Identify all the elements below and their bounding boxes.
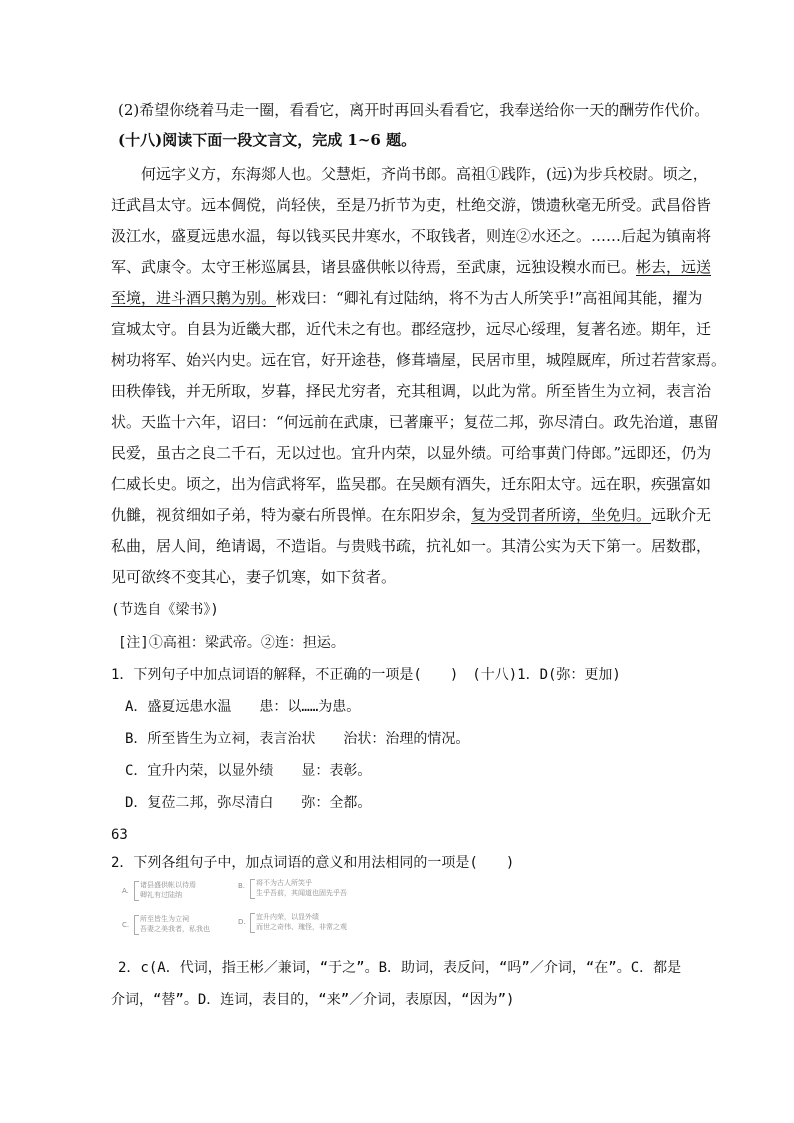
option-b: B．所至皆生为立祠，表言治状 治状：治理的情况。 [125, 731, 470, 747]
brace [134, 881, 139, 901]
text-line: 私曲，居人间，绝请谒，不造诣。与贵贱书疏，抗礼如一。其清公实为天下第一。居数郡， [111, 537, 712, 555]
text-segment: 军、武康令。太守王彬巡属县，诸县盛供帐以待焉，至武康，远独设糗水而已。 [111, 258, 637, 276]
text-line: 迁武昌太守。远本倜傥，尚轻侠，至是乃折节为吏，杜绝交游，馈遗秋毫无所受。武昌俗皆 [111, 196, 712, 214]
text-line [111, 288, 703, 308]
text-line: 田秩俸钱，并无所取，岁暮，择民尤穷者，充其租调，以此为常。所至皆生为立祠，表言治 [111, 382, 712, 400]
options-image [118, 878, 418, 940]
text-line: 民爱，虽古之良二千石，无以过也。宜升内荣，以显外绩。可给事黄门侍郎。”远即还，仍为 [111, 444, 712, 462]
option-sentence: 生乎吾前，其闻道也固先乎吾 [256, 889, 347, 897]
option-letter: A. [122, 887, 129, 895]
text-line: 见可欲终不变其心，妻子饥寒，如下贫者。 [111, 568, 397, 586]
footnote: [注]①高祖：梁武帝。②连：担运。 [118, 635, 345, 651]
option-d: D．复莅二邦，弥尽清白 弥：全都。 [125, 795, 372, 811]
page-number: 63 [111, 827, 128, 843]
option-letter: D. [238, 918, 246, 926]
text-line: 宣城太守。自县为近畿大郡，近代未之有也。郡经寇抄，远尽心绥理，复著名迹。期年，迁 [111, 320, 712, 338]
option-sentence: 吾妻之美我者，私我也 [140, 925, 210, 933]
option-sentence: 卿礼有过陆纳 [140, 891, 182, 899]
option-c: C．宜升内荣，以显外绩 显：表彰。 [125, 763, 372, 779]
section-heading: (十八)阅读下面一段文言文，完成 1~6 题。 [118, 131, 417, 149]
text-line: 汲江水，盛夏远患水温，每以钱买民井寒水，不取钱者，则连②水还之。……后起为镇南将 [111, 227, 712, 245]
text-line: 何远字义方，东海郯人也。父慧炬，齐尚书郎。高祖①践阼，(远)为步兵校尉。顷之， [141, 165, 708, 183]
option-sentence: 诸县盛供帐以待焉 [140, 881, 196, 889]
option-sentence: 将不为古人所笑乎 [256, 879, 312, 887]
text-segment: 仇雠，视贫细如子弟，特为豪右所畏惮。在东阳岁余， [111, 506, 472, 524]
underlined-segment: 至境，进斗酒只鹅为别。 [111, 289, 277, 307]
option-sentence: 而世之奇伟、瑰怪，非常之观 [256, 923, 347, 931]
text-line: (2)希望你绕着马走一圈，看看它，离开时再回头看看它，我奉送给你一天的酬劳作代价。 [118, 101, 710, 119]
text-segment: 彬戏曰：“卿礼有过陆纳，将不为古人所笑乎!”高祖闻其能，擢为 [276, 289, 703, 307]
text-line: 状。天监十六年，诏曰：“何远前在武康，已著廉平；复莅二邦，弥尽清白。政先治道，惠留 [111, 413, 719, 431]
answer-2: 2．c(A．代词，指王彬／兼词，“于之”。B．助词，表反问，“吗”／介词，“在”。C．都是 [118, 960, 682, 976]
text-line: 仁威长史。顷之，出为信武将军，监吴郡。在吴颇有酒失，迁东阳太守。远在职，疾强富如 [111, 475, 712, 493]
answer-2-cont: 介词，“替”。D．连词，表目的，“来”／介词，表原因，“因为”) [111, 992, 515, 1008]
question-2: 2．下列各组句子中，加点词语的意义和用法相同的一项是( ) [111, 855, 515, 871]
text-line [111, 257, 712, 277]
option-letter: B. [238, 882, 246, 890]
underlined-segment: 彬去，远送 [636, 258, 712, 276]
option-sentence: 宜升内荣，以显外绩 [256, 913, 319, 921]
text-segment: 远耿介无 [651, 506, 712, 524]
option-sentence: 所至皆生为立祠 [140, 915, 189, 923]
brace [250, 879, 255, 899]
option-letter: C. [122, 921, 130, 929]
brace [134, 915, 139, 935]
underlined-segment: 复为受罚者所谤，坐免归。 [471, 506, 652, 524]
option-a: A．盛夏远患水温 患：以……为患。 [125, 699, 361, 715]
source-note: (节选自《梁书》) [111, 602, 219, 618]
question-1: 1．下列句子中加点词语的解释，不正确的一项是( ) (十八)1．D(弥：更加) [111, 667, 621, 683]
text-line [111, 505, 712, 525]
text-line: 树功将军、始兴内史。远在官，好开途巷，修葺墙屋，民居市里，城隍厩库，所过若营家焉。 [111, 351, 727, 369]
brace [250, 913, 255, 933]
